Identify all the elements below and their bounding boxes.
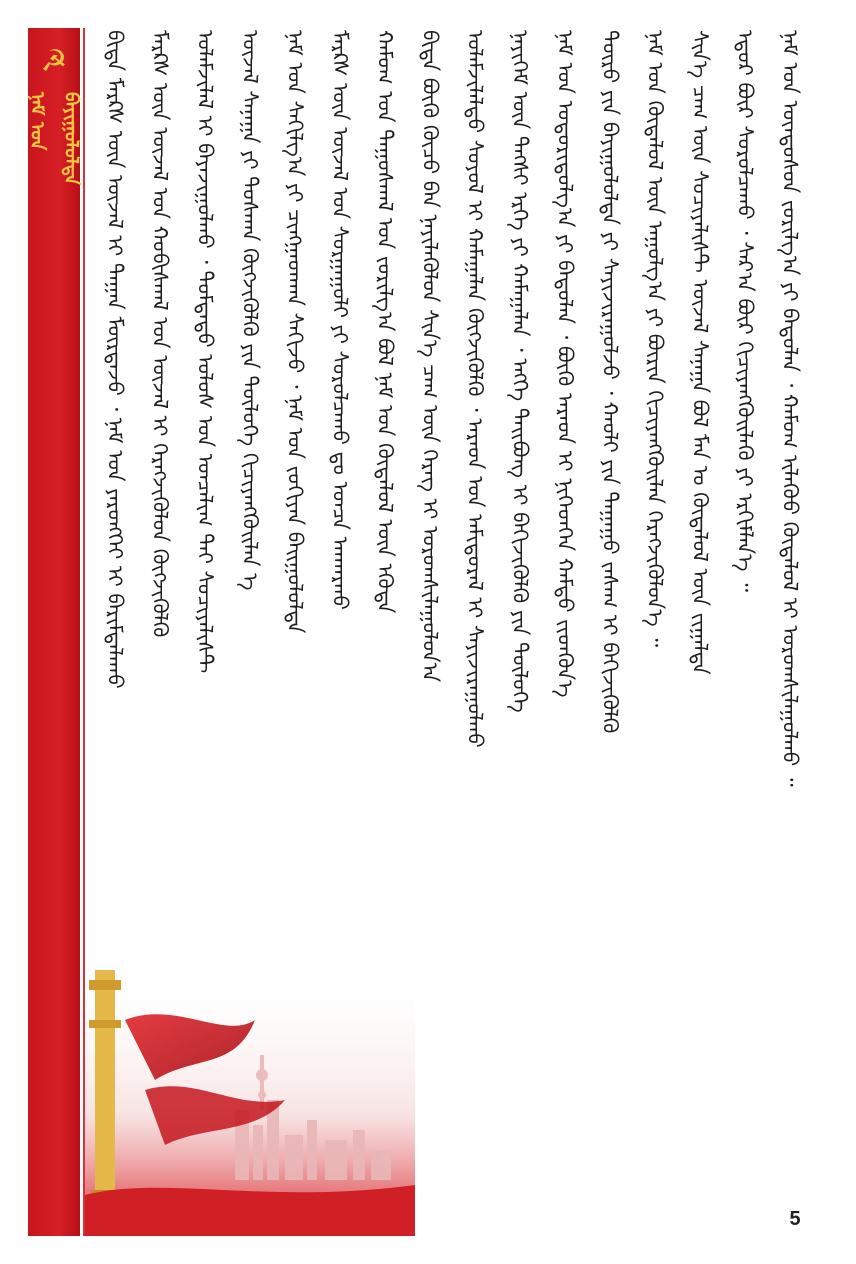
text-column: ᠪᠢᠳᠡ ᠮᠠᠷᠺᠰ ᠦᠨ ᠦᠵᠡᠯ ᠢ ᠳᠠᠭᠠᠨ ᠮᠦᠷᠳᠡᠵᠦ ᠂ ᠨᠠᠮ ᠤᠨ ᠶᠡᠷᠦᠩᠬᠡᠢ ᠢ ᠪᠠᠷᠢᠮᠲᠠᠯᠠᠬᠤ — [103, 30, 127, 689]
text-column: ᠨᠠᠮ ᠤᠨ ᠬᠥᠳᠡᠯᠦᠯ ᠦᠨ ᠠᠭᠤᠯᠭ᠎ᠠ ᠶᠢ ᠪᠦᠷᠢᠨ ᠬᠢᠴᠢᠶᠡᠩᠭᠦᠢᠯᠡᠨ ᠬᠡᠷᠡᠭᠵᠢᠭᠦᠯᠦᠨ᠎ᠡ ᠃ — [643, 30, 667, 648]
text-column: ᠨᠠᠮ ᠤᠨ ᠰᠠᠬᠢᠯᠭ᠎ᠠ ᠶᠢ ᠴᠢᠩᠭᠠᠳᠬᠠᠨ ᠰᠠᠬᠢᠵᠤ ᠂ ᠨᠠᠮ ᠤᠨ ᠵᠣᠬᠢᠶᠠᠨ ᠪᠠᠢᠭᠤᠯᠤᠯᠲᠠ — [283, 30, 307, 634]
text-column: ᠲᠥᠷᠦ ᠶᠢᠨ ᠪᠠᠶᠢᠭᠤᠯᠤᠯᠲᠠ ᠶᠢ ᠰᠠᠶᠢᠵᠢᠷᠠᠭᠤᠯᠵᠤ ᠂ ᠬᠠᠤᠯᠢ ᠶᠢᠨ ᠳᠠᠭᠠᠭᠤ ᠵᠠᠰᠠᠭ ᠢ ᠪᠡᠬᠢᠵᠢᠭᠦᠯᠬᠦ — [598, 30, 622, 734]
text-column: ᠤᠯᠠᠮᠵᠢᠯᠠᠯ ᠢ ᠪᠠᠶᠠᠵᠢᠭᠤᠯᠬᠤ ᠂ ᠳᠤᠮᠳᠠᠳᠤ ᠤᠯᠤᠰ ᠤᠨ ᠣᠨᠴᠠᠯᠢᠭ ᠲᠠᠢ ᠰᠣᠴᠢᠶᠠᠯᠢᠰᠲ — [193, 30, 217, 674]
vertical-text-body — [100, 30, 820, 1210]
text-column: ᠦᠵᠡᠯ ᠰᠠᠨᠠᠭᠠ ᠶᠢ ᠲᠤᠰᠬᠠᠨ ᠬᠥᠭᠵᠢᠭᠦᠯᠬᠦ ᠶᠢᠨ ᠲᠥᠯᠦᠭᠡ ᠬᠢᠴᠢᠶᠡᠩᠭᠦᠢᠯᠡᠨ ᠡ — [238, 30, 262, 591]
text-column: ᠪᠢᠳᠡ ᠪᠦᠬᠦ ᠬᠦᠴᠦ ᠪᠡᠨ ᠨᠡᠶᠢᠯᠡᠭᠦᠯᠦᠨ ᠰᠢᠨ᠎ᠡ ᠴᠠᠭ ᠦᠨ ᠬᠡᠷᠡᠭ ᠢ ᠤᠷᠤᠭᠰᠢᠯᠠᠭᠤᠯᠤᠨ᠎ᠠ — [418, 30, 442, 683]
text-column: ᠤᠯᠠᠮᠵᠢᠯᠠᠯᠲᠤ ᠰᠣᠶᠤᠯ ᠢ ᠬᠠᠮᠠᠭᠠᠯᠠᠨ ᠬᠥᠭᠵᠢᠭᠦᠯᠬᠦ ᠂ ᠠᠷᠠᠳ ᠤᠨ ᠠᠮᠢᠳᠤᠷᠠᠯ ᠢ ᠰᠠᠶᠢᠵᠢᠷᠠᠭᠤᠯᠬᠤ — [463, 30, 487, 748]
text-column: ᠨᠠᠮ ᠤᠨ ᠤᠳᠤᠷᠢᠳᠤᠯᠭ᠎ᠠ ᠶᠢ ᠪᠠᠲᠤᠯᠠᠨ ᠂ ᠪᠦᠬᠦ ᠠᠷᠠᠳ ᠢ ᠨᠢᠭᠡᠳᠬᠡᠨ ᠬᠠᠮᠲᠤ ᠵᠢᠳᠬᠦᠨ᠎ᠡ — [553, 30, 577, 698]
text-column: ᠮᠠᠷᠺᠰ ᠦᠨ ᠦᠵᠡᠯ ᠤᠨ ᠰᠤᠷᠭᠠᠭᠤᠯᠢ ᠶᠢ ᠰᠤᠷᠤᠯᠴᠠᠬᠤ ᠳᠤ ᠣᠨᠴᠠ ᠠᠨᠬᠠᠷᠬᠤ — [328, 30, 352, 610]
left-margin-band — [28, 28, 80, 1236]
text-column: ᠬᠠᠮᠤᠭ ᠤᠨ ᠳᠠᠭᠤᠰᠬᠠᠯ ᠤᠨ ᠵᠣᠷᠢᠯᠭ᠎ᠠ ᠪᠣᠯ ᠨᠠᠮ ᠤᠨ ᠬᠥᠳᠡᠯᠦᠯ ᠦᠨ ᠡᠭᠦᠳᠡ — [373, 30, 397, 614]
page-number: 5 — [789, 1208, 801, 1230]
hammer-sickle-icon: ☭ — [40, 44, 68, 79]
text-column: ᠮᠠᠷᠺᠰ ᠦᠨ ᠦᠵᠡᠯ ᠤᠨ ᠬᠤᠪᠢᠰᠬᠠᠯ ᠤᠨ ᠦᠵᠡᠯ ᠢ ᠬᠡᠷᠡᠭᠵᠢᠭᠦᠯᠦᠨ ᠬᠥᠭᠵᠢᠭᠦᠯᠬᠦ — [148, 30, 172, 638]
text-column: ᠰᠢᠨ᠎ᠡ ᠴᠠᠭ ᠦᠨ ᠰᠣᠴᠢᠶᠠᠯᠢᠰᠲ ᠦᠵᠡᠯ ᠰᠠᠨᠠᠭᠠ ᠪᠣᠯ ᠮᠠᠨ ᠤ ᠬᠥᠳᠡᠯᠦᠯ ᠦᠨ ᠵᠢᠭᠠᠯᠲᠠ — [688, 30, 712, 675]
section-title: ᠨᠠᠮ ᠤᠨ ᠪᠠᠶᠢᠭᠤᠯᠤᠯᠲᠠ — [26, 92, 82, 186]
text-column: ᠨᠠᠮ ᠤᠨ ᠦᠨᠳᠦᠰᠦᠨ ᠵᠣᠷᠢᠯᠭ᠎ᠠ ᠶᠢ ᠪᠠᠲᠤᠯᠠᠨ ᠂ ᠬᠠᠮᠤᠭ ᠢᠯᠡᠭᠦᠦ ᠬᠥᠳᠡᠯᠦᠯ ᠢ ᠤᠷᠤᠭᠰᠢᠯᠠᠭᠤᠯᠬᠤ ᠃ — [778, 30, 802, 787]
text-column: ᠨᠡᠶᠢᠭᠡᠮ ᠦᠨ ᠲᠡᠭᠰᠢ ᠡᠷᠬᠡ ᠶᠢ ᠬᠠᠮᠠᠭᠠᠯᠠᠨ ᠂ ᠡᠩᠬᠡ ᠲᠠᠢᠪᠤᠩ ᠢ ᠪᠡᠬᠢᠵᠢᠭᠦᠯᠬᠦ ᠶᠢᠨ ᠲᠥᠯᠦᠭᠡ — [508, 30, 532, 713]
text-column: ᠡᠳᠦᠷ ᠪᠦᠷ ᠰᠤᠷᠤᠯᠴᠠᠬᠤ ᠂ ᠰᠠᠷ᠎ᠠ ᠪᠦᠷ ᠬᠢᠴᠢᠶᠡᠩᠭᠦᠢᠯᠡᠬᠦ ᠶᠢ ᠡᠷᠬᠢᠮᠯᠡᠨ᠎ᠡ ᠃ — [733, 30, 757, 592]
